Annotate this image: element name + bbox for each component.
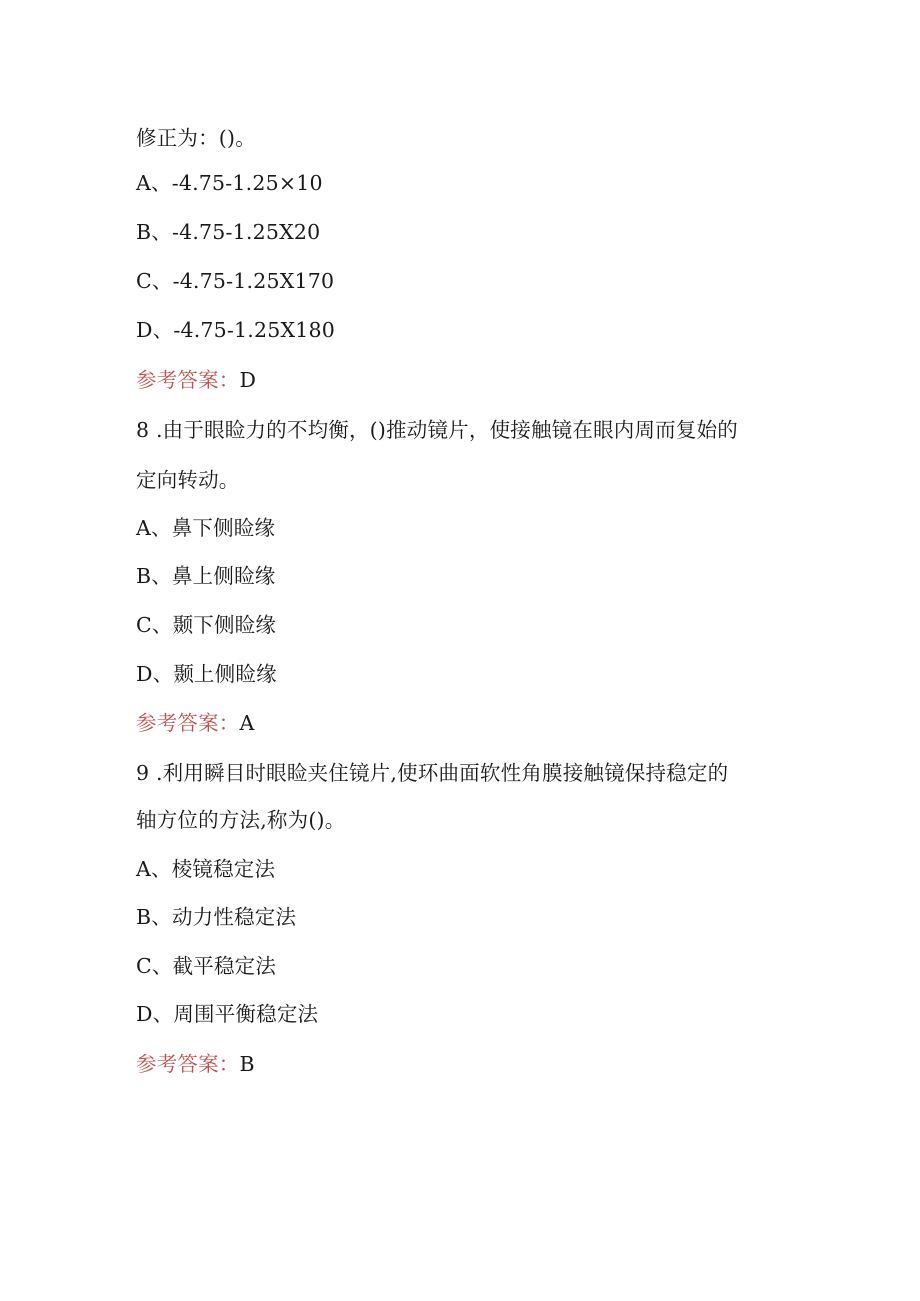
answer-label: 参考答案：	[136, 711, 240, 735]
question-7-option-b: B、-4.75-1.25X20	[136, 220, 321, 244]
answer-label: 参考答案：	[136, 368, 240, 392]
answer-value: A	[239, 711, 255, 735]
question-7-stem-end: 修正为：()。	[136, 126, 256, 150]
answer-value: B	[239, 1052, 255, 1076]
question-9-option-c: C、截平稳定法	[136, 954, 277, 978]
question-9-stem-line-1: 9 .利用瞬目时眼睑夹住镜片,使环曲面软性角膜接触镜保持稳定的	[136, 761, 729, 785]
question-9-option-a: A、棱镜稳定法	[136, 857, 276, 881]
answer-value: D	[239, 368, 257, 392]
answer-label: 参考答案：	[136, 1052, 240, 1076]
question-7-option-a: A、-4.75-1.25×10	[136, 171, 323, 195]
question-7-option-c: C、-4.75-1.25X170	[136, 269, 335, 293]
question-8-stem-line-2: 定向转动。	[136, 468, 240, 492]
question-9-stem-line-2: 轴方位的方法,称为()。	[136, 808, 346, 832]
question-8-option-b: B、鼻上侧睑缘	[136, 564, 276, 588]
question-8-stem-line-1: 8 .由于眼睑力的不均衡，()推动镜片，使接触镜在眼内周而复始的	[136, 418, 738, 442]
question-8-answer	[136, 709, 255, 737]
question-8-option-d: D、颞上侧睑缘	[136, 662, 277, 686]
question-9-answer	[136, 1050, 255, 1078]
question-9-option-d: D、周围平衡稳定法	[136, 1002, 319, 1026]
question-7-answer	[136, 366, 256, 394]
question-7-option-d: D、-4.75-1.25X180	[136, 318, 336, 342]
question-8-option-c: C、颞下侧睑缘	[136, 613, 277, 637]
question-9-option-b: B、动力性稳定法	[136, 905, 297, 929]
question-8-option-a: A、鼻下侧睑缘	[136, 516, 276, 540]
